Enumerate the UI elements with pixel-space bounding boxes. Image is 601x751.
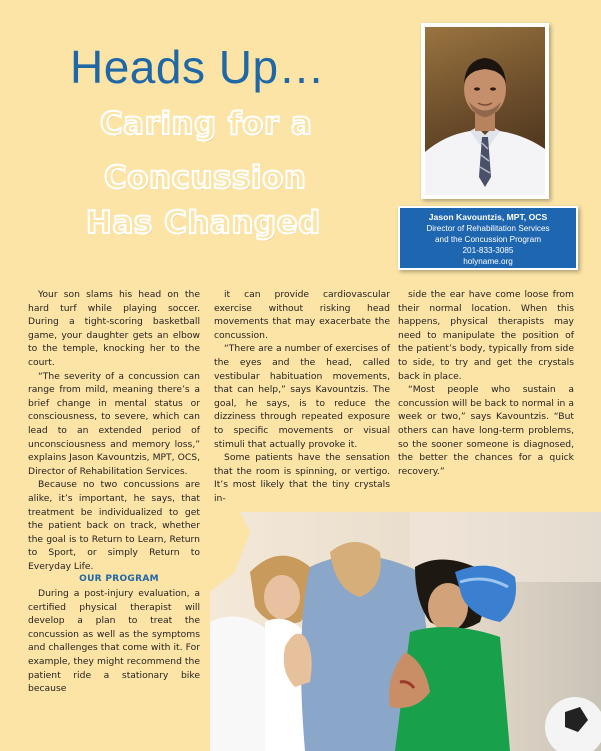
- author-portrait: [425, 27, 545, 195]
- article-column-2: [214, 288, 390, 506]
- author-photo: [421, 23, 549, 199]
- paragraph: “There are a number of exercises of the eyes and the head, called vestibular habituation movements, that can help,” says Kavountzis. The goal, he says, is to reduce the dizziness through repeated exposure to specific movements or visual stimuli that actually provoke it.: [214, 343, 390, 450]
- paragraph: it can provide cardiovascular exercise without risking head movements that may exacerbate the concussion.: [214, 289, 390, 341]
- subtitle-line-2: Concussion: [104, 160, 307, 196]
- paragraph: Because no two concussions are alike, it’s important, he says, that treatment be individualized to get the patient back on track, whether the goal is to Return to Learn, Return to Sport, or simply Return to Everyday Life.: [28, 479, 200, 572]
- paragraph: “The severity of a concussion can range from mild, meaning there’s a brief change in mental status or consciousness, to severe, which can lead to an extended period of unconsciousness and memory loss,” explains Jason Kavountzis, MPT, OCS, Director of Rehabilitation Services.: [28, 370, 200, 477]
- subtitle-line-1: Caring for a: [100, 106, 313, 142]
- paragraph: Your son slams his head on the hard turf while playing soccer. During a tight-scoring basketball game, your daughter gets an elbow to the temple, knocking her to the court.: [28, 289, 200, 368]
- caption-phone[interactable]: 201-833-3085: [462, 246, 514, 255]
- clinic-photo: [210, 512, 601, 751]
- article-column-3: [398, 288, 574, 478]
- article-column-1: [28, 288, 200, 696]
- author-caption-box: [398, 206, 578, 270]
- paragraph: “Most people who sustain a concussion will be back to normal in a week or two,” says Kavountzis. “But others can have long-term problems, so the sooner someone is diagnosed, the better the chances for a quick recovery.”: [398, 384, 574, 477]
- caption-role: Director of Rehabilitation Services: [426, 224, 550, 233]
- paragraph: Some patients have the sensation that the room is spinning, or vertigo. It’s most likely that the tiny crystals in-: [214, 452, 390, 504]
- paragraph: side the ear have come loose from their normal location. When this happens, physical therapists may need to manipulate the position of the patient’s body, typically from side to side, to try and get the crystals back in place.: [398, 289, 574, 382]
- caption-name: Jason Kavountzis, MPT, OCS: [428, 212, 548, 222]
- caption-program: and the Concussion Program: [434, 235, 542, 244]
- subtitle-line-3: Has Changed: [86, 205, 321, 241]
- page-title: Heads Up…: [70, 41, 326, 93]
- caption-website[interactable]: holyname.org: [463, 257, 513, 266]
- paragraph: During a post-injury evaluation, a certified physical therapist will develop a plan to treat the concussion as well as the symptoms and challenges that come with it. For example, they might recommend the patient ride a stationary bike because: [28, 588, 200, 695]
- section-heading-our-program: OUR PROGRAM: [79, 574, 159, 585]
